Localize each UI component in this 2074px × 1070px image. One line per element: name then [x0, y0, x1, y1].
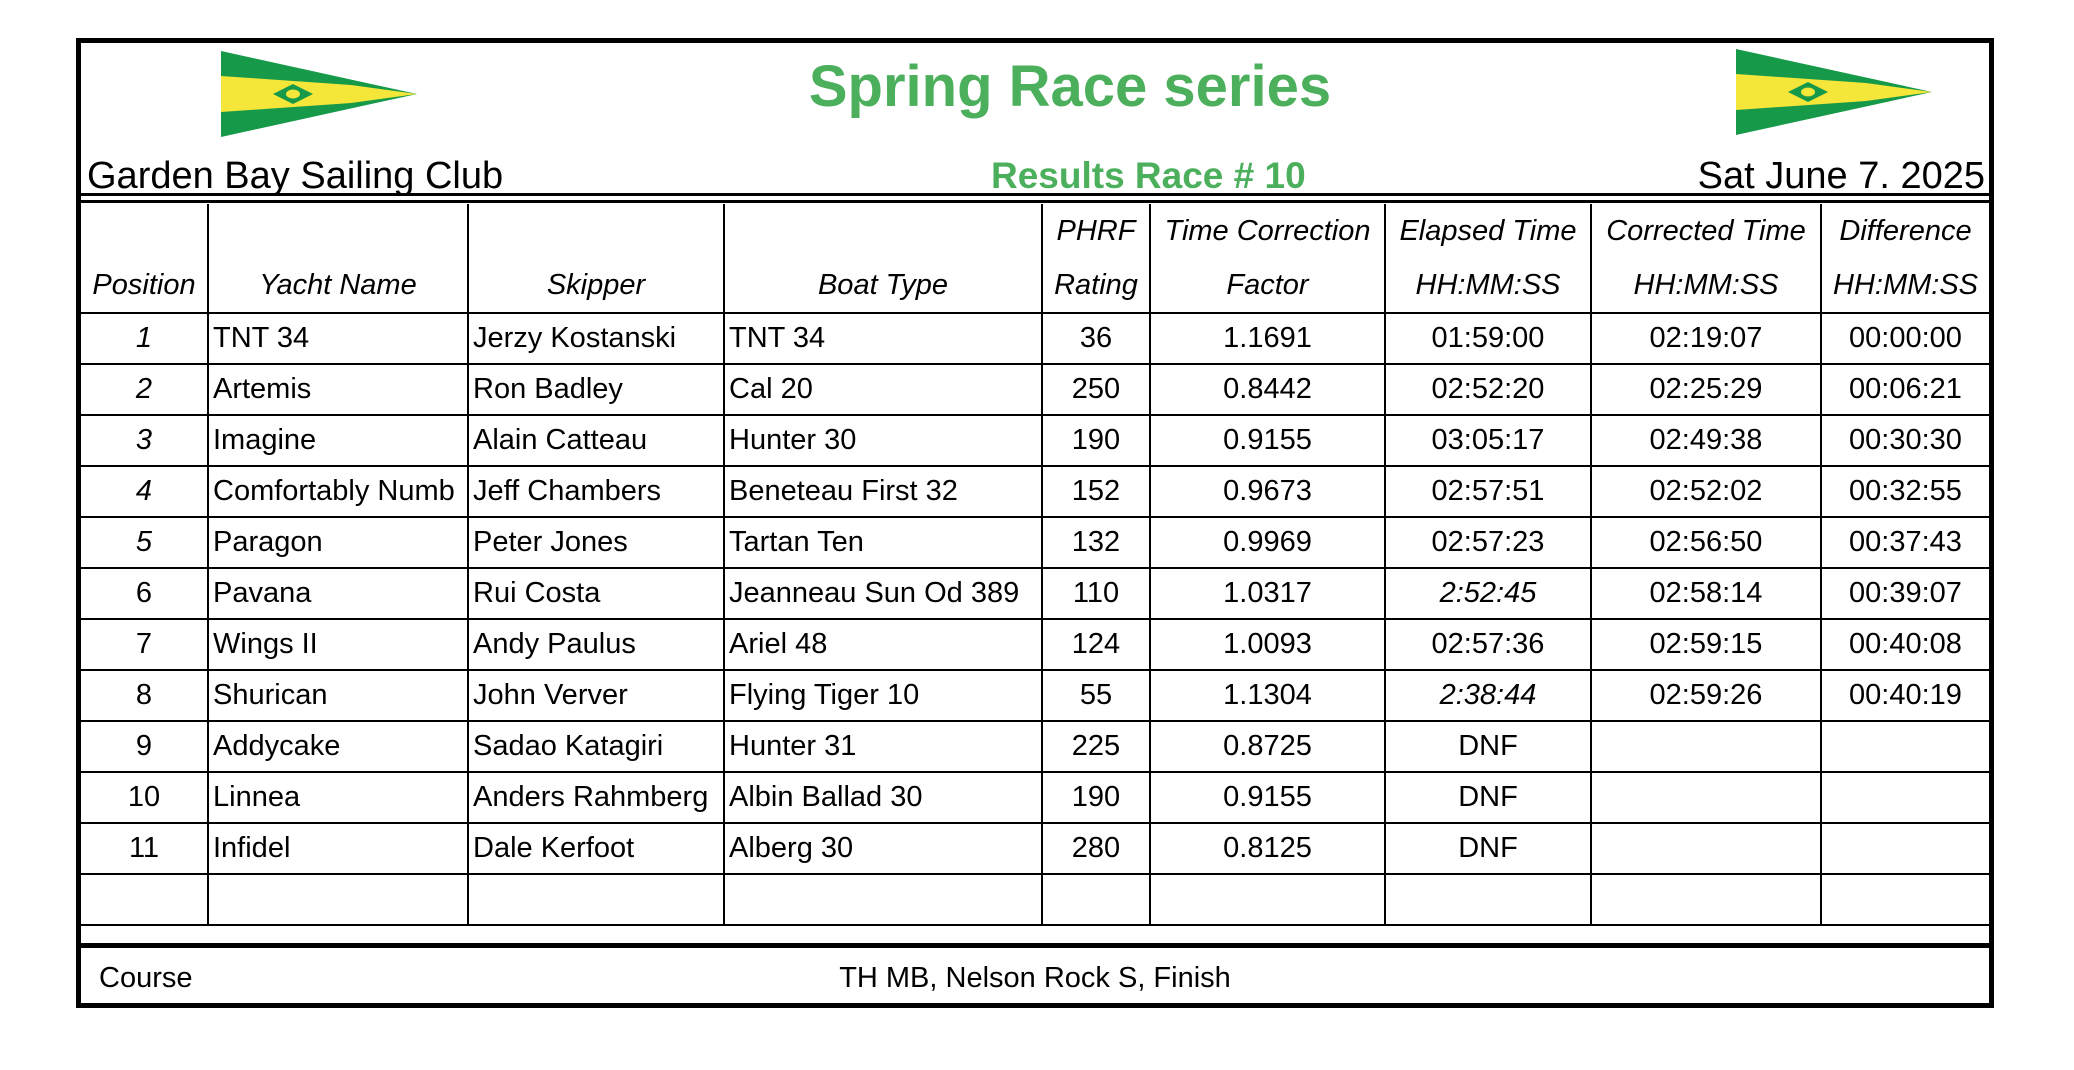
boat-type-cell: Cal 20: [724, 364, 1042, 415]
elapsed-time-cell: 02:57:36: [1385, 619, 1591, 670]
position-cell: 4: [81, 466, 208, 517]
correction-factor-cell: 0.9969: [1150, 517, 1385, 568]
difference-cell: 00:32:55: [1821, 466, 1989, 517]
position-cell: 7: [81, 619, 208, 670]
correction-factor-cell: 0.9155: [1150, 415, 1385, 466]
phrf-rating-cell: 110: [1042, 568, 1150, 619]
corrected-time-cell: [1591, 721, 1821, 772]
column-header-corrected-time: Corrected Time HH:MM:SS: [1591, 204, 1821, 313]
difference-cell: 00:30:30: [1821, 415, 1989, 466]
boat-type-cell: Tartan Ten: [724, 517, 1042, 568]
course-value: TH MB, Nelson Rock S, Finish: [839, 962, 1231, 994]
difference-cell: [1821, 721, 1989, 772]
corrected-time-cell: 02:52:02: [1591, 466, 1821, 517]
column-header-phrf-rating: PHRF Rating: [1042, 204, 1150, 313]
club-name: Garden Bay Sailing Club: [87, 155, 504, 197]
elapsed-time-cell: 03:05:17: [1385, 415, 1591, 466]
yacht-name-cell: TNT 34: [208, 313, 468, 364]
corrected-time-cell: 02:58:14: [1591, 568, 1821, 619]
phrf-rating-cell: 225: [1042, 721, 1150, 772]
correction-factor-cell: 1.1304: [1150, 670, 1385, 721]
corrected-time-cell: 02:59:26: [1591, 670, 1821, 721]
boat-type-cell: Jeanneau Sun Od 389: [724, 568, 1042, 619]
table-row: [81, 772, 1989, 823]
correction-factor-cell: 0.8125: [1150, 823, 1385, 874]
boat-type-cell: Beneteau First 32: [724, 466, 1042, 517]
results-table: [81, 204, 1989, 926]
yacht-name-cell: Wings II: [208, 619, 468, 670]
table-row: [81, 823, 1989, 874]
boat-type-cell: TNT 34: [724, 313, 1042, 364]
phrf-rating-cell: 124: [1042, 619, 1150, 670]
table-row: [81, 670, 1989, 721]
boat-type-cell: [724, 874, 1042, 925]
phrf-rating-cell: 190: [1042, 772, 1150, 823]
yacht-name-cell: [208, 874, 468, 925]
elapsed-time-cell: 2:38:44: [1385, 670, 1591, 721]
column-header-difference: Difference HH:MM:SS: [1821, 204, 1989, 313]
table-row: [81, 313, 1989, 364]
skipper-cell: Sadao Katagiri: [468, 721, 724, 772]
phrf-rating-cell: 55: [1042, 670, 1150, 721]
phrf-rating-cell: 152: [1042, 466, 1150, 517]
table-row: [81, 415, 1989, 466]
table-row: [81, 619, 1989, 670]
column-header-skipper: Skipper: [468, 204, 724, 313]
elapsed-time-cell: 02:52:20: [1385, 364, 1591, 415]
column-header-boat-type: Boat Type: [724, 204, 1042, 313]
skipper-cell: Andy Paulus: [468, 619, 724, 670]
correction-factor-cell: 1.0317: [1150, 568, 1385, 619]
yacht-name-cell: Shurican: [208, 670, 468, 721]
page-title: Spring Race series: [808, 54, 1332, 119]
column-header-yacht-name: Yacht Name: [208, 204, 468, 313]
corrected-time-cell: 02:25:29: [1591, 364, 1821, 415]
yacht-name-cell: Paragon: [208, 517, 468, 568]
difference-cell: 00:40:08: [1821, 619, 1989, 670]
corrected-time-cell: 02:19:07: [1591, 313, 1821, 364]
correction-factor-cell: [1150, 874, 1385, 925]
course-footer: [81, 943, 1989, 1008]
yacht-name-cell: Comfortably Numb: [208, 466, 468, 517]
position-cell: 10: [81, 772, 208, 823]
boat-type-cell: Flying Tiger 10: [724, 670, 1042, 721]
boat-type-cell: Albin Ballad 30: [724, 772, 1042, 823]
position-cell: 1: [81, 313, 208, 364]
corrected-time-cell: 02:56:50: [1591, 517, 1821, 568]
phrf-rating-cell: 132: [1042, 517, 1150, 568]
column-header-elapsed-time: Elapsed Time HH:MM:SS: [1385, 204, 1591, 313]
race-date: Sat June 7. 2025: [1697, 155, 1985, 197]
skipper-cell: Jerzy Kostanski: [468, 313, 724, 364]
header-divider: [81, 200, 1989, 203]
phrf-rating-cell: 190: [1042, 415, 1150, 466]
skipper-cell: Alain Catteau: [468, 415, 724, 466]
boat-type-cell: Alberg 30: [724, 823, 1042, 874]
yacht-name-cell: Linnea: [208, 772, 468, 823]
corrected-time-cell: 02:59:15: [1591, 619, 1821, 670]
boat-type-cell: Hunter 31: [724, 721, 1042, 772]
difference-cell: 00:40:19: [1821, 670, 1989, 721]
position-cell: 5: [81, 517, 208, 568]
phrf-rating-cell: 280: [1042, 823, 1150, 874]
table-row: [81, 466, 1989, 517]
difference-cell: 00:00:00: [1821, 313, 1989, 364]
table-row: [81, 517, 1989, 568]
correction-factor-cell: 1.1691: [1150, 313, 1385, 364]
results-sheet: [76, 38, 1994, 1008]
skipper-cell: [468, 874, 724, 925]
yacht-name-cell: Addycake: [208, 721, 468, 772]
column-header-position: Position: [81, 204, 208, 313]
position-cell: 9: [81, 721, 208, 772]
corrected-time-cell: [1591, 772, 1821, 823]
correction-factor-cell: 0.8442: [1150, 364, 1385, 415]
phrf-rating-cell: 250: [1042, 364, 1150, 415]
skipper-cell: Jeff Chambers: [468, 466, 724, 517]
elapsed-time-cell: [1385, 874, 1591, 925]
phrf-rating-cell: [1042, 874, 1150, 925]
skipper-cell: Ron Badley: [468, 364, 724, 415]
table-row: [81, 721, 1989, 772]
difference-cell: [1821, 823, 1989, 874]
table-row: [81, 568, 1989, 619]
difference-cell: 00:06:21: [1821, 364, 1989, 415]
race-results-heading: Results Race # 10: [991, 155, 1306, 196]
position-cell: 8: [81, 670, 208, 721]
position-cell: 2: [81, 364, 208, 415]
corrected-time-cell: 02:49:38: [1591, 415, 1821, 466]
correction-factor-cell: 1.0093: [1150, 619, 1385, 670]
column-header-correction-factor: Time Correction Factor: [1150, 204, 1385, 313]
position-cell: 11: [81, 823, 208, 874]
header-divider: [81, 193, 1989, 196]
yacht-name-cell: Artemis: [208, 364, 468, 415]
corrected-time-cell: [1591, 823, 1821, 874]
difference-cell: [1821, 772, 1989, 823]
correction-factor-cell: 0.8725: [1150, 721, 1385, 772]
difference-cell: 00:39:07: [1821, 568, 1989, 619]
position-cell: 3: [81, 415, 208, 466]
elapsed-time-cell: DNF: [1385, 772, 1591, 823]
skipper-cell: Anders Rahmberg: [468, 772, 724, 823]
elapsed-time-cell: DNF: [1385, 721, 1591, 772]
phrf-rating-cell: 36: [1042, 313, 1150, 364]
corrected-time-cell: [1591, 874, 1821, 925]
elapsed-time-cell: 02:57:51: [1385, 466, 1591, 517]
course-label: Course: [99, 962, 193, 994]
skipper-cell: Rui Costa: [468, 568, 724, 619]
elapsed-time-cell: 02:57:23: [1385, 517, 1591, 568]
boat-type-cell: Ariel 48: [724, 619, 1042, 670]
skipper-cell: Peter Jones: [468, 517, 724, 568]
elapsed-time-cell: 01:59:00: [1385, 313, 1591, 364]
yacht-name-cell: Imagine: [208, 415, 468, 466]
boat-type-cell: Hunter 30: [724, 415, 1042, 466]
yacht-name-cell: Infidel: [208, 823, 468, 874]
position-cell: 6: [81, 568, 208, 619]
position-cell: [81, 874, 208, 925]
elapsed-time-cell: 2:52:45: [1385, 568, 1591, 619]
elapsed-time-cell: DNF: [1385, 823, 1591, 874]
skipper-cell: Dale Kerfoot: [468, 823, 724, 874]
table-header-row: [81, 204, 1989, 313]
correction-factor-cell: 0.9673: [1150, 466, 1385, 517]
difference-cell: 00:37:43: [1821, 517, 1989, 568]
yacht-name-cell: Pavana: [208, 568, 468, 619]
table-row: [81, 874, 1989, 925]
difference-cell: [1821, 874, 1989, 925]
skipper-cell: John Verver: [468, 670, 724, 721]
correction-factor-cell: 0.9155: [1150, 772, 1385, 823]
table-row: [81, 364, 1989, 415]
